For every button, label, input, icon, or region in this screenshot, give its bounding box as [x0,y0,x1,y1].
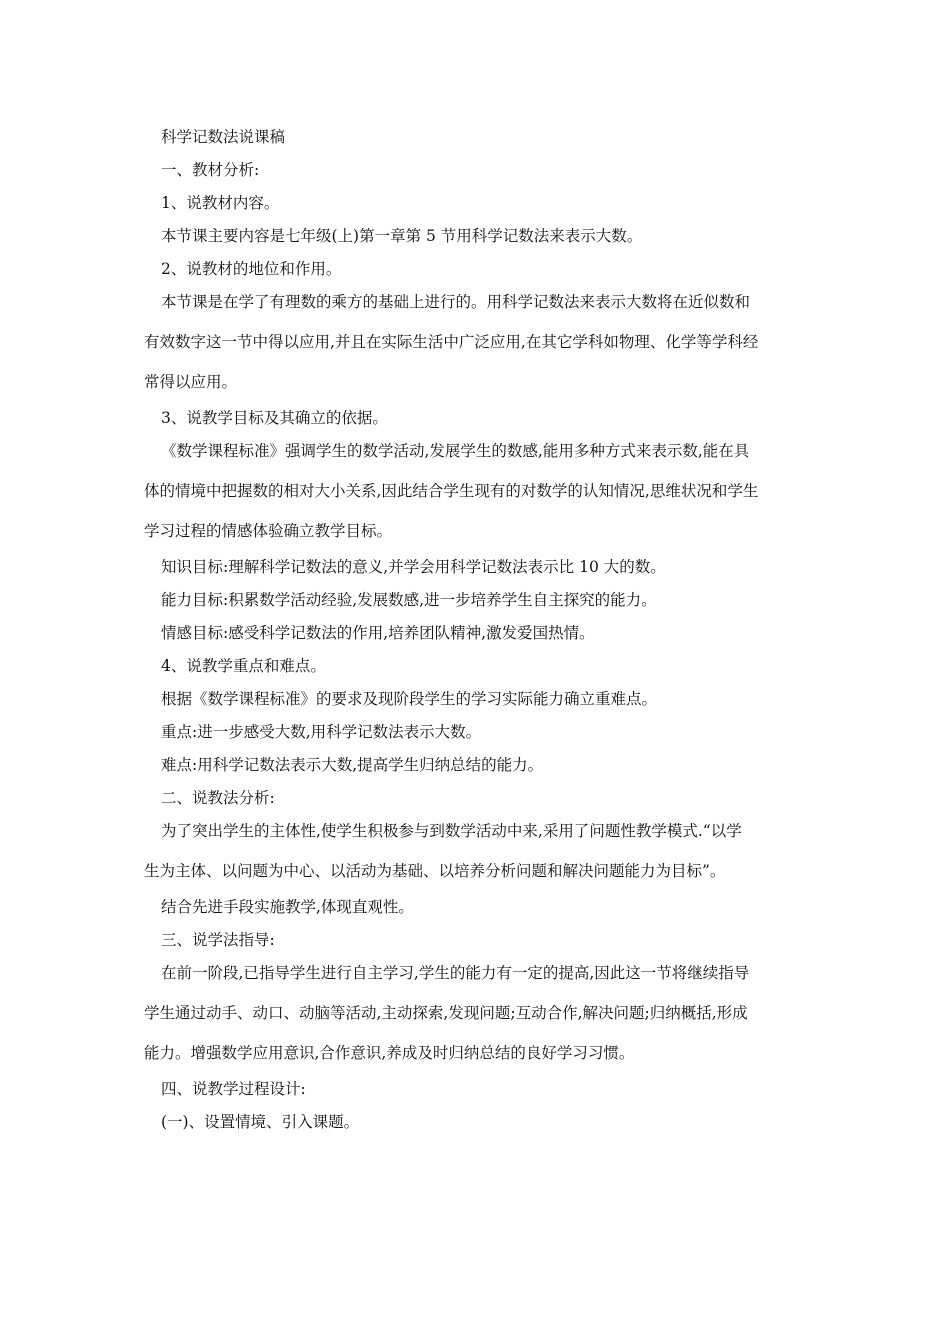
goal-emotion: 情感目标:感受科学记数法的作用,培养团队精神,激发爱国热情。 [161,624,595,642]
section-heading-3: 三、说学法指导: [161,931,275,949]
subsection-heading-1-3: 3、说教学目标及其确立的依据。 [161,409,388,427]
subsection-heading-1-2: 2、说教材的地位和作用。 [161,260,342,278]
section-heading-1: 一、教材分析: [161,161,260,179]
document-title: 科学记数法说课稿 [161,128,286,146]
subsection-heading-1-1: 1、说教材内容。 [161,194,280,212]
paragraph-2 [144,816,810,889]
paragraph-1-2 [144,287,810,400]
paragraph-line: 常得以应用。 [144,373,238,391]
goal-knowledge: 知识目标:理解科学记数法的意义,并学会用科学记数法表示比 10 大的数。 [161,558,666,576]
goal-ability: 能力目标:积累数学活动经验,发展数感,进一步培养学生自主探究的能力。 [161,591,657,609]
paragraph-line: 学习过程的情感体验确立教学目标。 [144,522,393,540]
paragraph-line: 生为主体、以问题为中心、以活动为基础、以培养分析问题和解决问题能力为目标”。 [144,862,726,880]
paragraph-line: 学生通过动手、动口、动脑等活动,主动探索,发现问题;互动合作,解决问题;归纳概括,形成 [144,1004,748,1022]
difficult-point: 难点:用科学记数法表示大数,提高学生归纳总结的能力。 [161,756,544,774]
paragraph-1-4: 根据《数学课程标准》的要求及现阶段学生的学习实际能力确立重难点。 [161,690,658,708]
subsection-heading-1-4: 4、说教学重点和难点。 [161,657,326,675]
paragraph-1-1: 本节课主要内容是七年级(上)第一章第 5 节用科学记数法来表示大数。 [161,227,643,245]
paragraph-line: 能力。增强数学应用意识,合作意识,养成及时归纳总结的良好学习习惯。 [144,1044,635,1062]
paragraph-line: 体的情境中把握数的相对大小关系,因此结合学生现有的对数学的认知情况,思维状况和学生 [144,482,759,500]
paragraph-3 [144,958,810,1071]
paragraph-line: 有效数字这一节中得以应用,并且在实际生活中广泛应用,在其它学科如物理、化学等学科经 [144,333,759,351]
key-point: 重点:进一步感受大数,用科学记数法表示大数。 [161,723,482,741]
section-heading-2: 二、说教法分析: [161,789,275,807]
paragraph-line: 在前一阶段,已指导学生进行自主学习,学生的能力有一定的提高,因此这一节将继续指导 [161,964,750,982]
paragraph-line: 本节课是在学了有理数的乘方的基础上进行的。用科学记数法来表示大数将在近似数和 [161,293,751,311]
subsection-heading-4-1: (一)、设置情境、引入课题。 [161,1113,360,1131]
document-body [144,122,810,1140]
paragraph-line: 《数学课程标准》强调学生的数学活动,发展学生的数感,能用多种方式来表示数,能在具 [161,442,750,460]
paragraph-2-cont: 结合先进手段实施教学,体现直观性。 [161,898,414,916]
paragraph-line: 为了突出学生的主体性,使学生积极参与到数学活动中来,采用了问题性教学模式.“以学 [161,822,742,840]
section-heading-4: 四、说教学过程设计: [161,1080,306,1098]
paragraph-1-3 [144,436,810,549]
